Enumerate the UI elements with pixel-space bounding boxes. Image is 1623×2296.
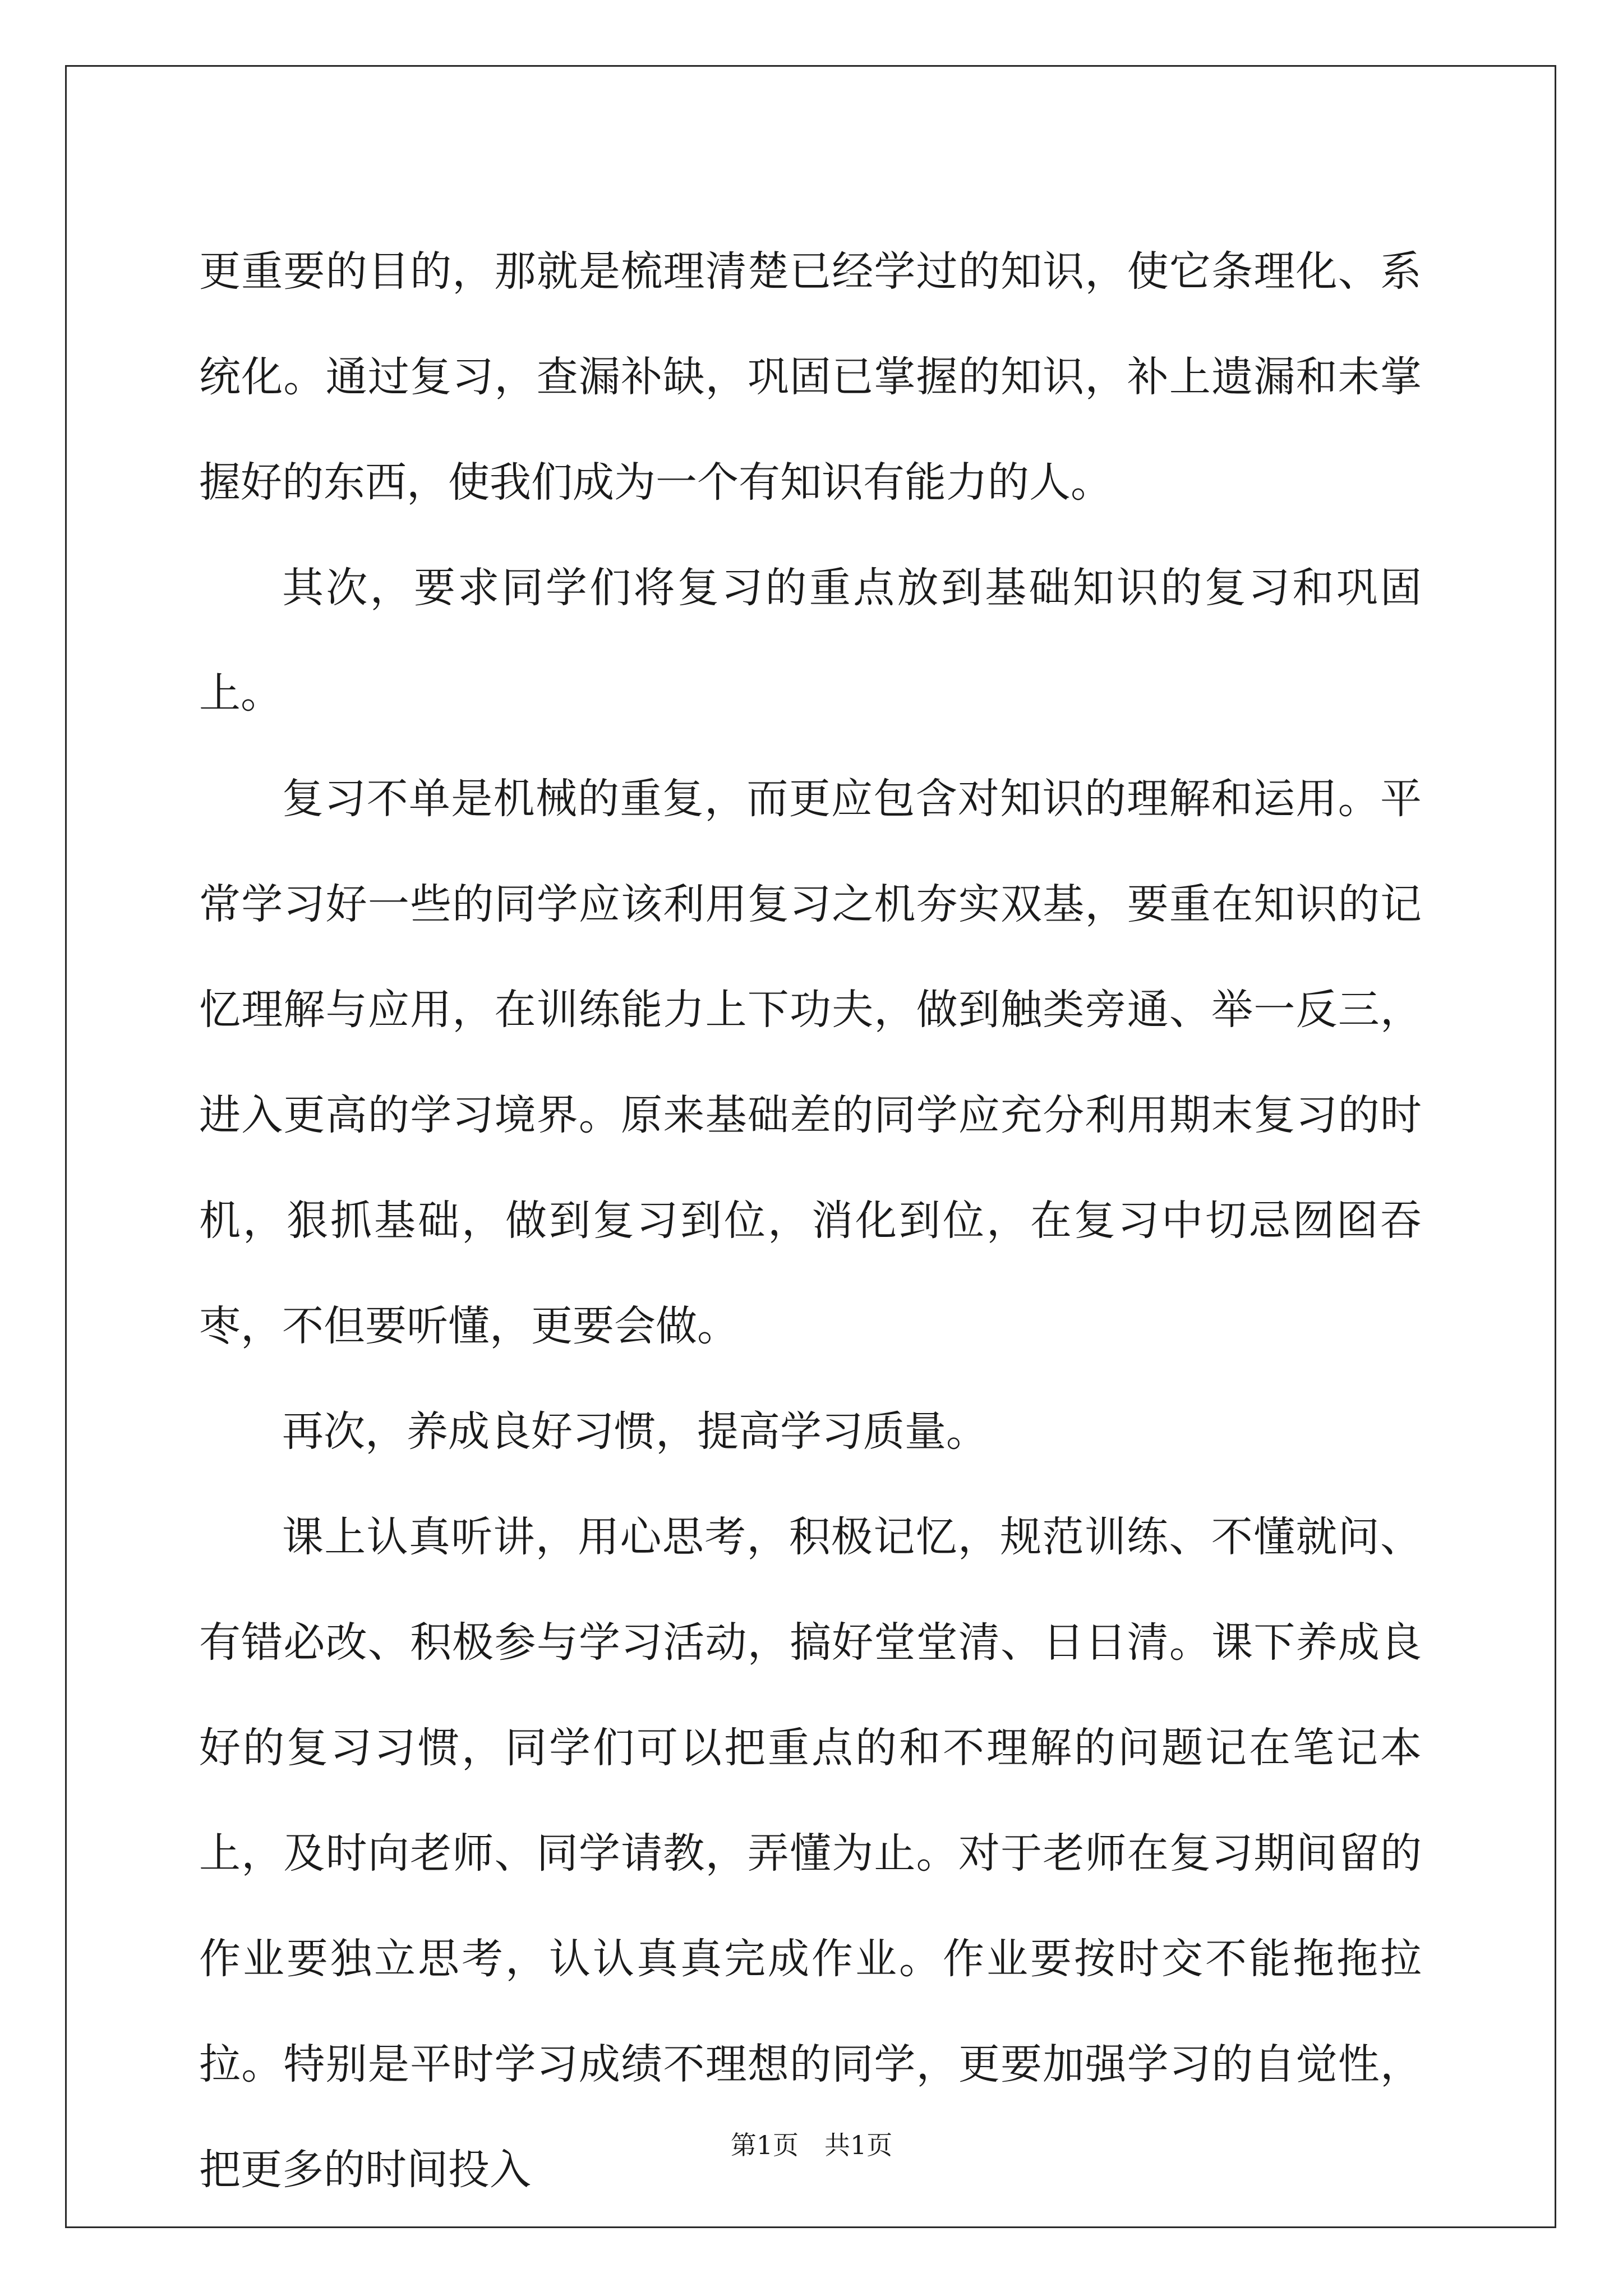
document-body xyxy=(199,219,1422,2223)
page-number: 第1页 xyxy=(730,2130,799,2160)
paragraph: 复习不单是机械的重复，而更应包含对知识的理解和运用。平常学习好一些的同学应该利用复习之机夯实双基，要重在知识的记忆理解与应用，在训练能力上下功夫，做到触类旁通、举一反三，进入更高的学习境界。原来基础差的同学应充分利用期末复习的时机，狠抓基础，做到复习到位，消化到位，在复习中切忌囫囵吞枣，不但要听懂，更要会做。 xyxy=(199,775,1422,1350)
paragraph: 其次，要求同学们将复习的重点放到基础知识的复习和巩固上。 xyxy=(199,564,1422,717)
total-pages: 共1页 xyxy=(824,2130,893,2160)
paragraph: 课上认真听讲，用心思考，积极记忆，规范训练、不懂就问、有错必改、积极参与学习活动，搞好堂堂清、日日清。课下养成良好的复习习惯，同学们可以把重点的和不理解的问题记在笔记本上，及时向老师、同学请教，弄懂为止。对于老师在复习期间留的作业要独立思考，认认真真完成作业。作业要按时交不能拖拖拉拉。特别是平时学习成绩不理想的同学，更要加强学习的自觉性，把更多的时间投入 xyxy=(199,1513,1422,2194)
paragraph-continuation: 更重要的目的，那就是梳理清楚已经学过的知识，使它条理化、系统化。通过复习，查漏补缺，巩固已掌握的知识，补上遗漏和未掌握好的东西，使我们成为一个有知识有能力的人。 xyxy=(199,247,1422,507)
page-footer xyxy=(0,2125,1623,2162)
paragraph: 再次，养成良好习惯，提高学习质量。 xyxy=(282,1407,988,1456)
